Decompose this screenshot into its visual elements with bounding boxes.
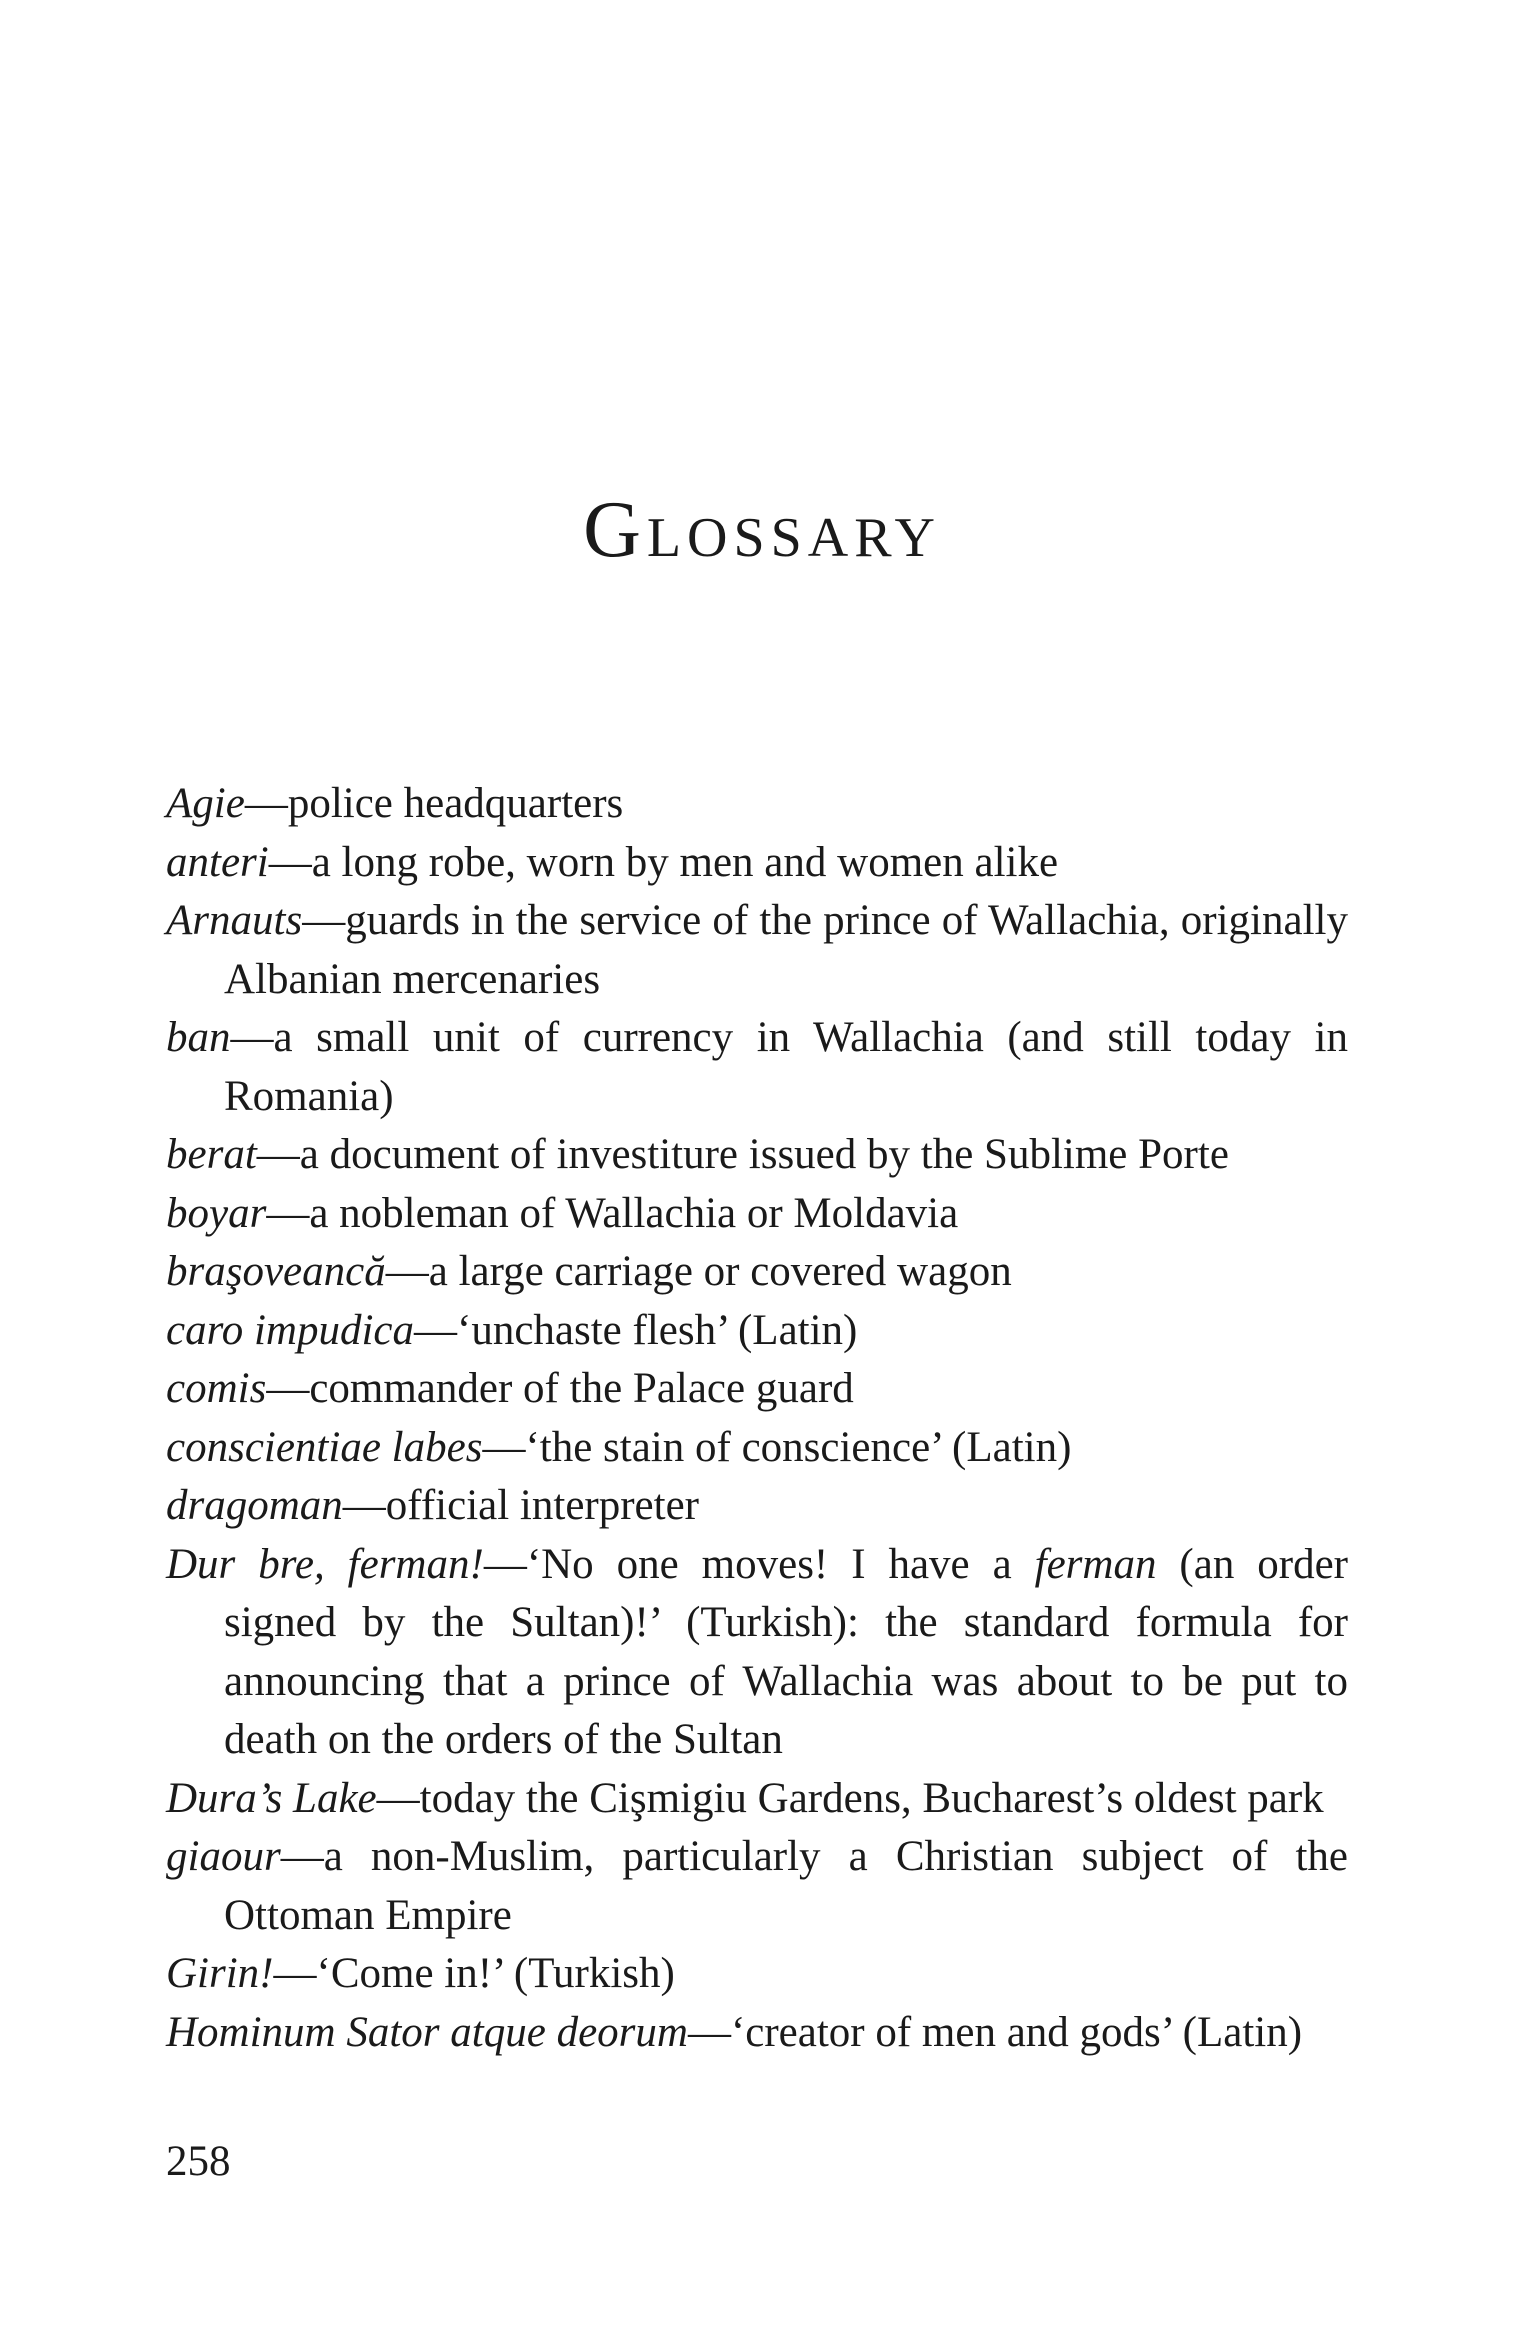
glossary-definition: ‘unchaste flesh’ (Latin)	[457, 1306, 858, 1354]
glossary-entry	[166, 1009, 1348, 1126]
glossary-definition-start: ‘No one moves! I have a	[526, 1540, 1035, 1588]
glossary-entry	[166, 1945, 1348, 2004]
page-number: 258	[166, 2138, 231, 2185]
glossary-entry	[166, 1302, 1348, 1361]
glossary-definition: a long robe, worn by men and women alike	[311, 838, 1059, 886]
glossary-term: anteri	[166, 838, 269, 886]
entry-separator: —	[482, 1423, 526, 1471]
glossary-definition: guards in the service of the prince of Wallachia, originally Albanian mercenaries	[224, 897, 1348, 1003]
glossary-entry	[166, 1360, 1348, 1419]
glossary-term: Dura’s Lake	[166, 1774, 377, 1822]
glossary-definition: commander of the Palace guard	[309, 1365, 854, 1412]
glossary-entry	[166, 1477, 1348, 1536]
glossary-inline-term: ferman	[1034, 1540, 1157, 1588]
glossary-entry	[166, 834, 1348, 893]
glossary-term: Arnauts	[166, 897, 303, 944]
glossary-entry	[166, 1770, 1348, 1829]
entry-separator: —	[256, 1131, 300, 1178]
entry-separator: —	[342, 1482, 386, 1529]
glossary-term: giaour	[166, 1833, 281, 1880]
entry-separator: —	[268, 838, 312, 886]
glossary-term: boyar	[166, 1189, 267, 1237]
entry-separator: —	[266, 1365, 310, 1412]
glossary-definition: today the Cişmigiu Gardens, Bucharest’s oldest park	[419, 1774, 1324, 1822]
glossary-term: braşoveancă	[166, 1248, 386, 1295]
glossary-definition: ‘creator of men and gods’ (Latin)	[730, 2008, 1303, 2056]
glossary-definition: official interpreter	[385, 1482, 699, 1529]
glossary-entry	[166, 2004, 1348, 2063]
glossary-term: comis	[166, 1365, 267, 1412]
entry-separator: —	[266, 1189, 310, 1237]
glossary-definition-end: (an order signed by the Sultan)!’ (Turkish): the standard formula for announcing that a prince of Wallachia was about to be put to death on the orders of the Sultan	[224, 1540, 1348, 1763]
glossary-entry	[166, 1126, 1348, 1185]
entry-separator: —	[385, 1248, 429, 1295]
glossary-term: berat	[166, 1131, 257, 1178]
glossary-definition: a non-Muslim, particularly a Christian subject of the Ottoman Empire	[224, 1833, 1348, 1939]
entry-separator: —	[280, 1833, 324, 1880]
page-title: Glossary	[583, 486, 941, 574]
glossary-definition: a document of investiture issued by the Sublime Porte	[299, 1131, 1229, 1178]
glossary-term: Dur bre, ferman!	[166, 1540, 484, 1588]
glossary-term: caro impudica	[166, 1306, 415, 1354]
glossary-entry	[166, 1828, 1348, 1945]
glossary-term: conscientiae labes	[166, 1423, 483, 1471]
glossary-term: dragoman	[166, 1482, 343, 1529]
glossary-entry	[166, 892, 1348, 1009]
glossary-definition: a large carriage or covered wagon	[428, 1248, 1012, 1295]
glossary-definition: police headquarters	[287, 780, 624, 827]
glossary-definition: a small unit of currency in Wallachia (and still today in Romania)	[224, 1014, 1348, 1120]
glossary-entry	[166, 1419, 1348, 1478]
entry-separator: —	[414, 1306, 458, 1354]
glossary-entry	[166, 1243, 1348, 1302]
glossary-definition: a nobleman of Wallachia or Moldavia	[309, 1189, 959, 1237]
glossary-term: Agie	[166, 780, 245, 827]
glossary-entry	[166, 775, 1348, 834]
glossary-definition: ‘Come in!’ (Turkish)	[316, 1950, 675, 1997]
glossary-entry	[166, 1536, 1348, 1770]
entry-separator: —	[244, 780, 288, 827]
glossary-list	[166, 775, 1348, 2062]
entry-separator: —	[483, 1540, 527, 1588]
entry-separator: —	[687, 2008, 731, 2056]
entry-separator: —	[376, 1774, 420, 1822]
glossary-entry	[166, 1185, 1348, 1244]
entry-separator: —	[230, 1014, 274, 1061]
glossary-definition: ‘the stain of conscience’ (Latin)	[525, 1423, 1072, 1471]
glossary-term: ban	[166, 1014, 231, 1061]
entry-separator: —	[273, 1950, 317, 1997]
glossary-term: Girin!	[166, 1950, 274, 1997]
glossary-term: Hominum Sator atque deorum	[166, 2008, 688, 2056]
entry-separator: —	[302, 897, 346, 944]
